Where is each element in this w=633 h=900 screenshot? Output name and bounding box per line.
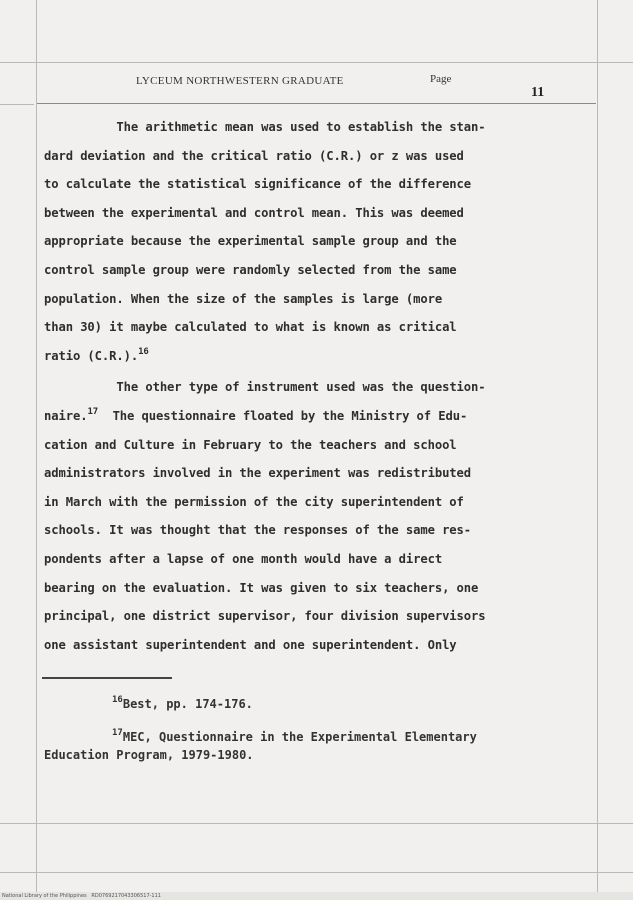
text-line: population. When the size of the samples is large (more <box>44 291 443 306</box>
text-line: appropriate because the experimental sample group and the <box>44 234 457 249</box>
text-line: bearing on the evaluation. It was given to six teachers, one <box>44 580 479 595</box>
text-line: The arithmetic mean was used to establish the stan- <box>116 120 486 134</box>
frame-rule-right <box>597 0 598 900</box>
text-line: administrators involved in the experiment was redistributed <box>44 466 472 481</box>
text-line: The other type of instrument used was the question- <box>116 380 486 395</box>
text-line: cation and Culture in February to the teachers and school <box>44 437 457 452</box>
text-line: principal, one district supervisor, four division supervisors <box>44 609 486 624</box>
text-line: to calculate the statistical significance of the difference <box>44 177 472 192</box>
frame-rule-margin <box>0 104 34 105</box>
header-title: LYCEUM NORTHWESTERN GRADUATE <box>136 75 344 87</box>
header-page-label: Page <box>430 73 452 85</box>
footer-caption: National Library of the Philippines RD0769217043306517-111 <box>2 893 161 899</box>
footnote-ref-16: 16 <box>138 346 149 357</box>
frame-rule-header <box>36 103 596 104</box>
frame-rule-bottom <box>0 872 633 873</box>
footnote-16: $^{16}$Best, pp. 174-176. <box>112 695 253 711</box>
text-line: pondents after a lapse of one month would have a direct <box>44 551 443 566</box>
frame-rule-left <box>36 0 37 900</box>
body-text <box>44 113 564 659</box>
footnote-separator <box>42 677 172 679</box>
footnote-ref-17: 17 <box>87 406 99 417</box>
text-line: schools. It was thought that the responses of the same res- <box>44 523 472 538</box>
text-line: dard deviation and the critical ratio (C.R.) or z was used <box>44 148 464 163</box>
footnote-17: $^{17}$MEC, Questionnaire in the Experimental Elementary <box>112 728 477 744</box>
text-line: between the experimental and control mean. This was deemed <box>44 205 464 220</box>
frame-rule-mid <box>0 823 633 824</box>
text-line: control sample group were randomly selected from the same <box>44 262 457 277</box>
text-line: in March with the permission of the city superintendent of <box>44 494 464 509</box>
text-line: ratio (C.R.).$^{16}$ <box>44 346 149 363</box>
frame-rule-top <box>0 62 633 63</box>
text-line: than 30) it maybe calculated to what is known as critical <box>44 320 457 335</box>
text-line: naire.$^{17}$ The questionnaire floated by the Ministry of Edu- <box>44 406 468 423</box>
footnote-17-cont: Education Program, 1979-1980. <box>44 748 254 762</box>
page-number: 11 <box>531 85 545 100</box>
text-line: one assistant superintendent and one superintendent. Only <box>44 637 457 652</box>
